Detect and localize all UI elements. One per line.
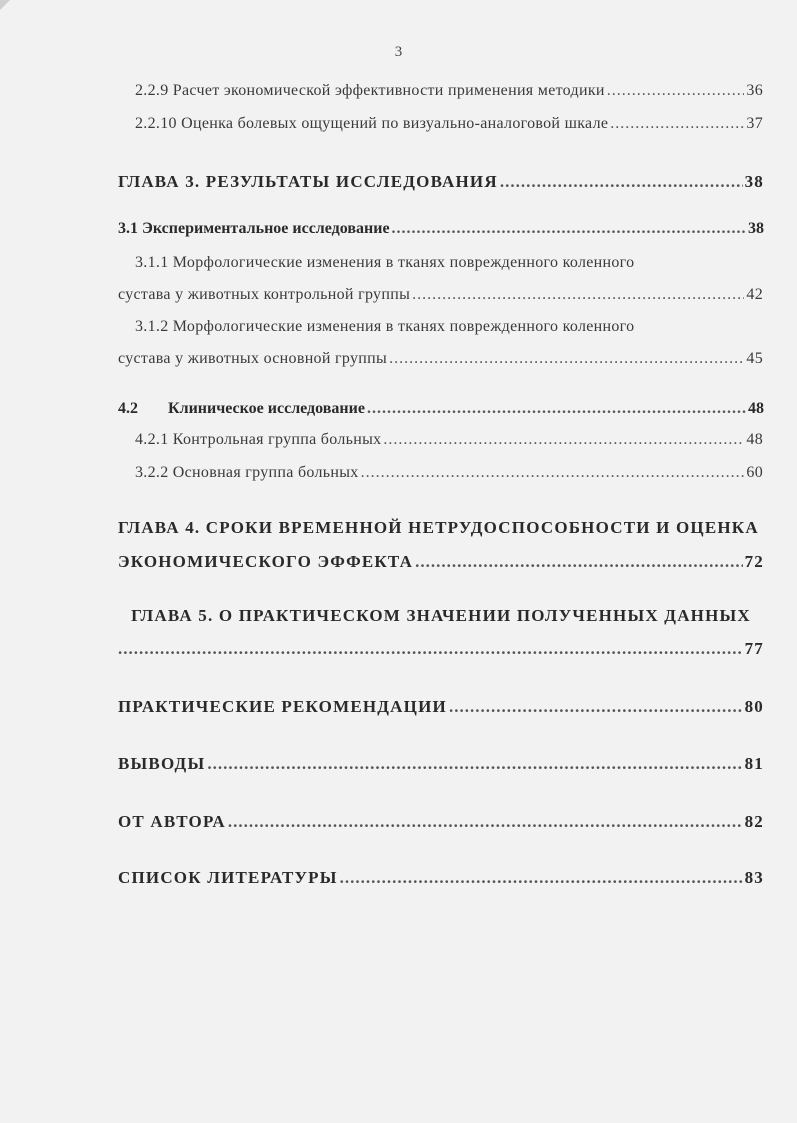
toc-entry-label: сустава у животных основной группы: [118, 350, 388, 367]
toc-leader-dots: [389, 350, 744, 368]
toc-entry-number: 4.2: [118, 400, 138, 417]
toc-entry-label: сустава у животных контрольной группы: [118, 286, 411, 303]
toc-entry-label: 2.2.10 Оценка болевых ощущений по визуально-аналоговой шкале: [135, 115, 609, 132]
toc-entry-4-2-1[interactable]: [135, 431, 763, 449]
toc-entry-references[interactable]: [118, 868, 764, 888]
toc-leader-dots: [610, 115, 744, 133]
toc-entry-recommendations[interactable]: [118, 697, 764, 717]
toc-entry-page: 48: [746, 431, 763, 448]
toc-entry-page: 37: [746, 115, 763, 132]
toc-leader-dots: [607, 82, 745, 100]
toc-entry-3-2-2[interactable]: [135, 464, 763, 482]
toc-entry-chapter-4-line1: ГЛАВА 4. СРОКИ ВРЕМЕННОЙ НЕТРУДОСПОСОБНОСТИ И ОЦЕНКА: [118, 518, 759, 537]
toc-entry-3-1-1[interactable]: [118, 286, 763, 304]
toc-leader-dots: [228, 812, 743, 832]
toc-entry-4-2[interactable]: [118, 400, 764, 418]
toc-leader-dots: [361, 464, 745, 482]
toc-entry-label: СПИСОК ЛИТЕРАТУРЫ: [118, 868, 338, 887]
toc-leader-dots: [118, 639, 743, 659]
toc-entry-label: ЭКОНОМИЧЕСКОГО ЭФФЕКТА: [118, 552, 414, 571]
toc-entry-page: 77: [744, 639, 764, 658]
toc-entry-page: 38: [748, 220, 764, 237]
toc-entry-label: 4.2.1 Контрольная группа больных: [135, 431, 382, 448]
toc-entry-page: 82: [744, 812, 764, 831]
toc-entry-page: 80: [744, 697, 764, 716]
toc-entry-label: 3.1 Экспериментальное исследование: [118, 220, 390, 237]
toc-entry-chapter-5-line1: ГЛАВА 5. О ПРАКТИЧЕСКОМ ЗНАЧЕНИИ ПОЛУЧЕННЫХ ДАННЫХ: [131, 606, 751, 625]
toc-entry-3-1[interactable]: [118, 220, 764, 238]
toc-entry-label: 2.2.9 Расчет экономической эффективности применения методики: [135, 82, 605, 99]
toc-entry-chapter-3[interactable]: [118, 172, 764, 192]
toc-entry-chapter-5[interactable]: [118, 639, 764, 659]
toc-entry-label: ГЛАВА 3. РЕЗУЛЬТАТЫ ИССЛЕДОВАНИЯ: [118, 172, 498, 191]
toc-leader-dots: [449, 697, 743, 717]
toc-leader-dots: [392, 220, 746, 238]
toc-entry-label: Клиническое исследование: [168, 400, 365, 417]
page-number: 3: [394, 44, 403, 60]
toc-entry-2-2-10[interactable]: [135, 115, 763, 133]
toc-entry-2-2-9[interactable]: [135, 82, 763, 100]
toc-entry-page: 42: [746, 286, 763, 303]
toc-entry-label: ОТ АВТОРА: [118, 812, 226, 831]
toc-entry-page: 72: [744, 552, 764, 571]
toc-entry-3-1-2[interactable]: [118, 350, 763, 368]
toc-entry-chapter-4[interactable]: [118, 552, 764, 572]
toc-leader-dots: [207, 754, 742, 774]
toc-entry-page: 36: [746, 82, 763, 99]
toc-entry-from-author[interactable]: [118, 812, 764, 832]
toc-entry-conclusions[interactable]: [118, 754, 764, 774]
toc-leader-dots: [412, 286, 744, 304]
toc-leader-dots: [367, 400, 746, 418]
toc-entry-page: 38: [744, 172, 764, 191]
toc-entry-page: 45: [746, 350, 763, 367]
scan-corner-mark: [0, 0, 10, 10]
toc-entry-3-1-2-line1: 3.1.2 Морфологические изменения в тканях поврежденного коленного: [135, 318, 635, 335]
toc-entry-page: 81: [744, 754, 764, 773]
toc-entry-label: ПРАКТИЧЕСКИЕ РЕКОМЕНДАЦИИ: [118, 697, 447, 716]
toc-entry-page: 60: [746, 464, 763, 481]
toc-entry-label: ВЫВОДЫ: [118, 754, 206, 773]
toc-entry-page: 83: [744, 868, 764, 887]
toc-entry-page: 48: [748, 400, 764, 417]
toc-leader-dots: [340, 868, 743, 888]
toc-leader-dots: [415, 552, 742, 572]
toc-entry-label: 3.2.2 Основная группа больных: [135, 464, 359, 481]
toc-leader-dots: [500, 172, 743, 192]
toc-entry-3-1-1-line1: 3.1.1 Морфологические изменения в тканях поврежденного коленного: [135, 254, 635, 271]
toc-leader-dots: [383, 431, 744, 449]
